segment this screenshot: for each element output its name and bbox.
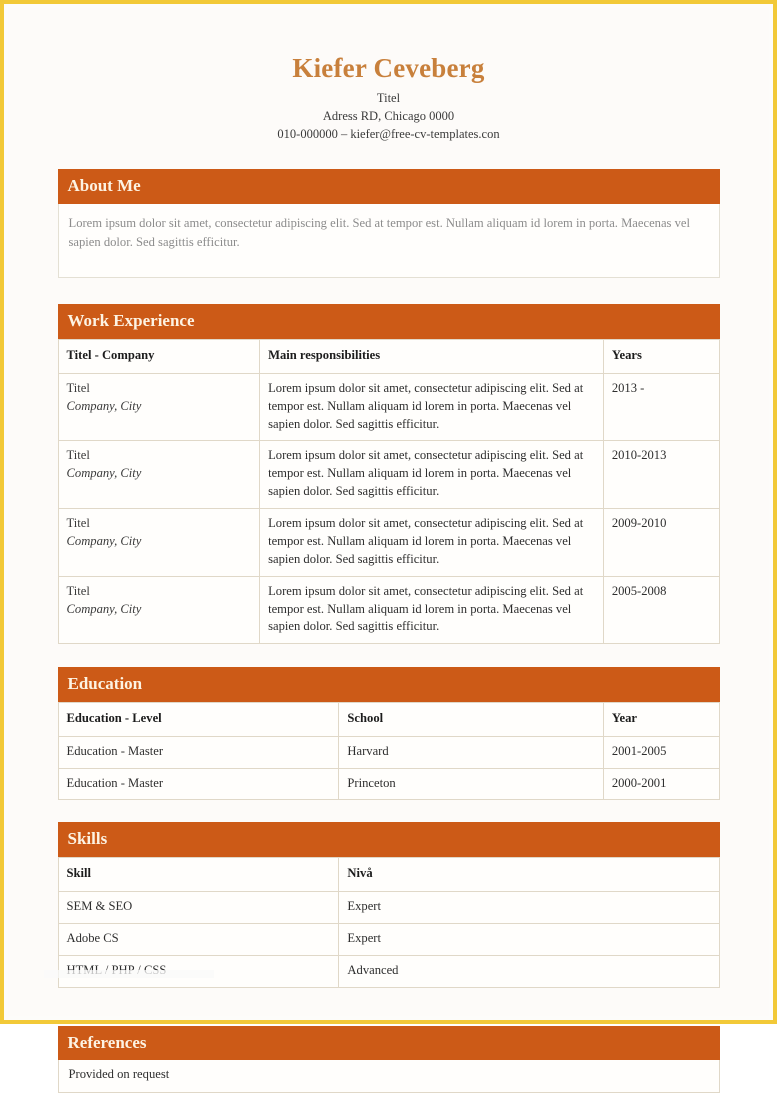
- work-responsibilities: Lorem ipsum dolor sit amet, consectetur adipiscing elit. Sed at tempor est. Nullam aliquam id lorem in porta. Maecenas vel sapien dolor. Sed sagittis efficitur.: [260, 441, 604, 509]
- work-company: Company, City: [66, 533, 142, 548]
- work-years: 2010-2013: [603, 441, 719, 509]
- references-heading: References: [58, 1026, 720, 1061]
- table-row: [58, 923, 719, 955]
- page-watermark: [44, 970, 214, 978]
- education-year: 2000-2001: [603, 768, 719, 800]
- skills-table: [58, 857, 720, 988]
- skills-col-skill: Skill: [58, 858, 339, 892]
- skill-name: Adobe CS: [58, 923, 339, 955]
- spacer-work: [8, 644, 769, 667]
- references-text: Provided on request: [68, 1067, 170, 1082]
- work-title-cell: [58, 441, 260, 509]
- section-education: [58, 667, 720, 800]
- section-work-experience: [58, 304, 720, 644]
- work-years: 2009-2010: [603, 509, 719, 577]
- work-col-title: Titel - Company: [58, 339, 260, 373]
- education-school: Harvard: [339, 736, 603, 768]
- education-heading: Education: [58, 667, 720, 702]
- section-skills: [58, 822, 720, 987]
- work-title-cell: [58, 509, 260, 577]
- table-row: [58, 768, 719, 800]
- skill-level: Advanced: [339, 955, 719, 987]
- work-experience-table: [58, 339, 720, 644]
- work-job-title: Titel: [66, 380, 90, 395]
- candidate-address: Adress RD, Chicago 0000: [322, 108, 455, 123]
- work-title-cell: [58, 373, 260, 441]
- cv-header: [8, 8, 769, 143]
- skill-level: Expert: [339, 923, 719, 955]
- work-years: 2013 -: [603, 373, 719, 441]
- skill-level: Expert: [339, 891, 719, 923]
- work-col-years: Years: [603, 339, 719, 373]
- work-years: 2005-2008: [603, 576, 719, 644]
- education-table: [58, 702, 720, 801]
- work-job-title: Titel: [66, 448, 90, 463]
- section-about-me: [58, 169, 720, 278]
- spacer-education: [8, 800, 769, 822]
- work-company: Company, City: [66, 398, 142, 413]
- education-col-level: Education - Level: [58, 702, 339, 736]
- about-me-text: Lorem ipsum dolor sit amet, consectetur adipiscing elit. Sed at tempor est. Nullam aliquam id lorem in porta. Maecenas vel sapien dolor. Sed sagittis efficitur.: [68, 215, 690, 249]
- work-experience-heading: Work Experience: [58, 304, 720, 339]
- work-responsibilities: Lorem ipsum dolor sit amet, consectetur adipiscing elit. Sed at tempor est. Nullam aliquam id lorem in porta. Maecenas vel sapien dolor. Sed sagittis efficitur.: [260, 373, 604, 441]
- candidate-title: Titel: [376, 90, 401, 105]
- education-level: Education - Master: [58, 768, 339, 800]
- work-responsibilities: Lorem ipsum dolor sit amet, consectetur adipiscing elit. Sed at tempor est. Nullam aliquam id lorem in porta. Maecenas vel sapien dolor. Sed sagittis efficitur.: [260, 509, 604, 577]
- work-company: Company, City: [66, 601, 142, 616]
- references-body: [58, 1060, 720, 1093]
- table-row: [58, 373, 719, 441]
- table-header-row: [58, 339, 719, 373]
- cv-page-sheet: [8, 8, 769, 1082]
- spacer-header: [8, 143, 769, 169]
- education-col-school: School: [339, 702, 603, 736]
- table-row: [58, 576, 719, 644]
- table-header-row: [58, 858, 719, 892]
- work-job-title: Titel: [66, 583, 90, 598]
- candidate-contact: 010-000000 – kiefer@free-cv-templates.con: [277, 126, 500, 141]
- work-title-cell: [58, 576, 260, 644]
- education-level: Education - Master: [58, 736, 339, 768]
- work-job-title: Titel: [66, 516, 90, 531]
- table-row: [58, 736, 719, 768]
- spacer-about: [8, 278, 769, 304]
- skills-heading: Skills: [58, 822, 720, 857]
- spacer-skills: [8, 988, 769, 1026]
- about-me-body: [58, 204, 720, 279]
- work-company: Company, City: [66, 466, 142, 481]
- table-row: [58, 891, 719, 923]
- table-row: [58, 509, 719, 577]
- education-year: 2001-2005: [603, 736, 719, 768]
- education-school: Princeton: [339, 768, 603, 800]
- candidate-name: Kiefer Ceveberg: [292, 53, 485, 83]
- skills-col-level: Nivå: [339, 858, 719, 892]
- skill-name: SEM & SEO: [58, 891, 339, 923]
- section-references: [58, 1026, 720, 1093]
- work-responsibilities: Lorem ipsum dolor sit amet, consectetur adipiscing elit. Sed at tempor est. Nullam aliquam id lorem in porta. Maecenas vel sapien dolor. Sed sagittis efficitur.: [260, 576, 604, 644]
- table-row: [58, 441, 719, 509]
- table-header-row: [58, 702, 719, 736]
- work-col-resp: Main responsibilities: [260, 339, 604, 373]
- education-col-year: Year: [603, 702, 719, 736]
- about-me-heading: About Me: [58, 169, 720, 204]
